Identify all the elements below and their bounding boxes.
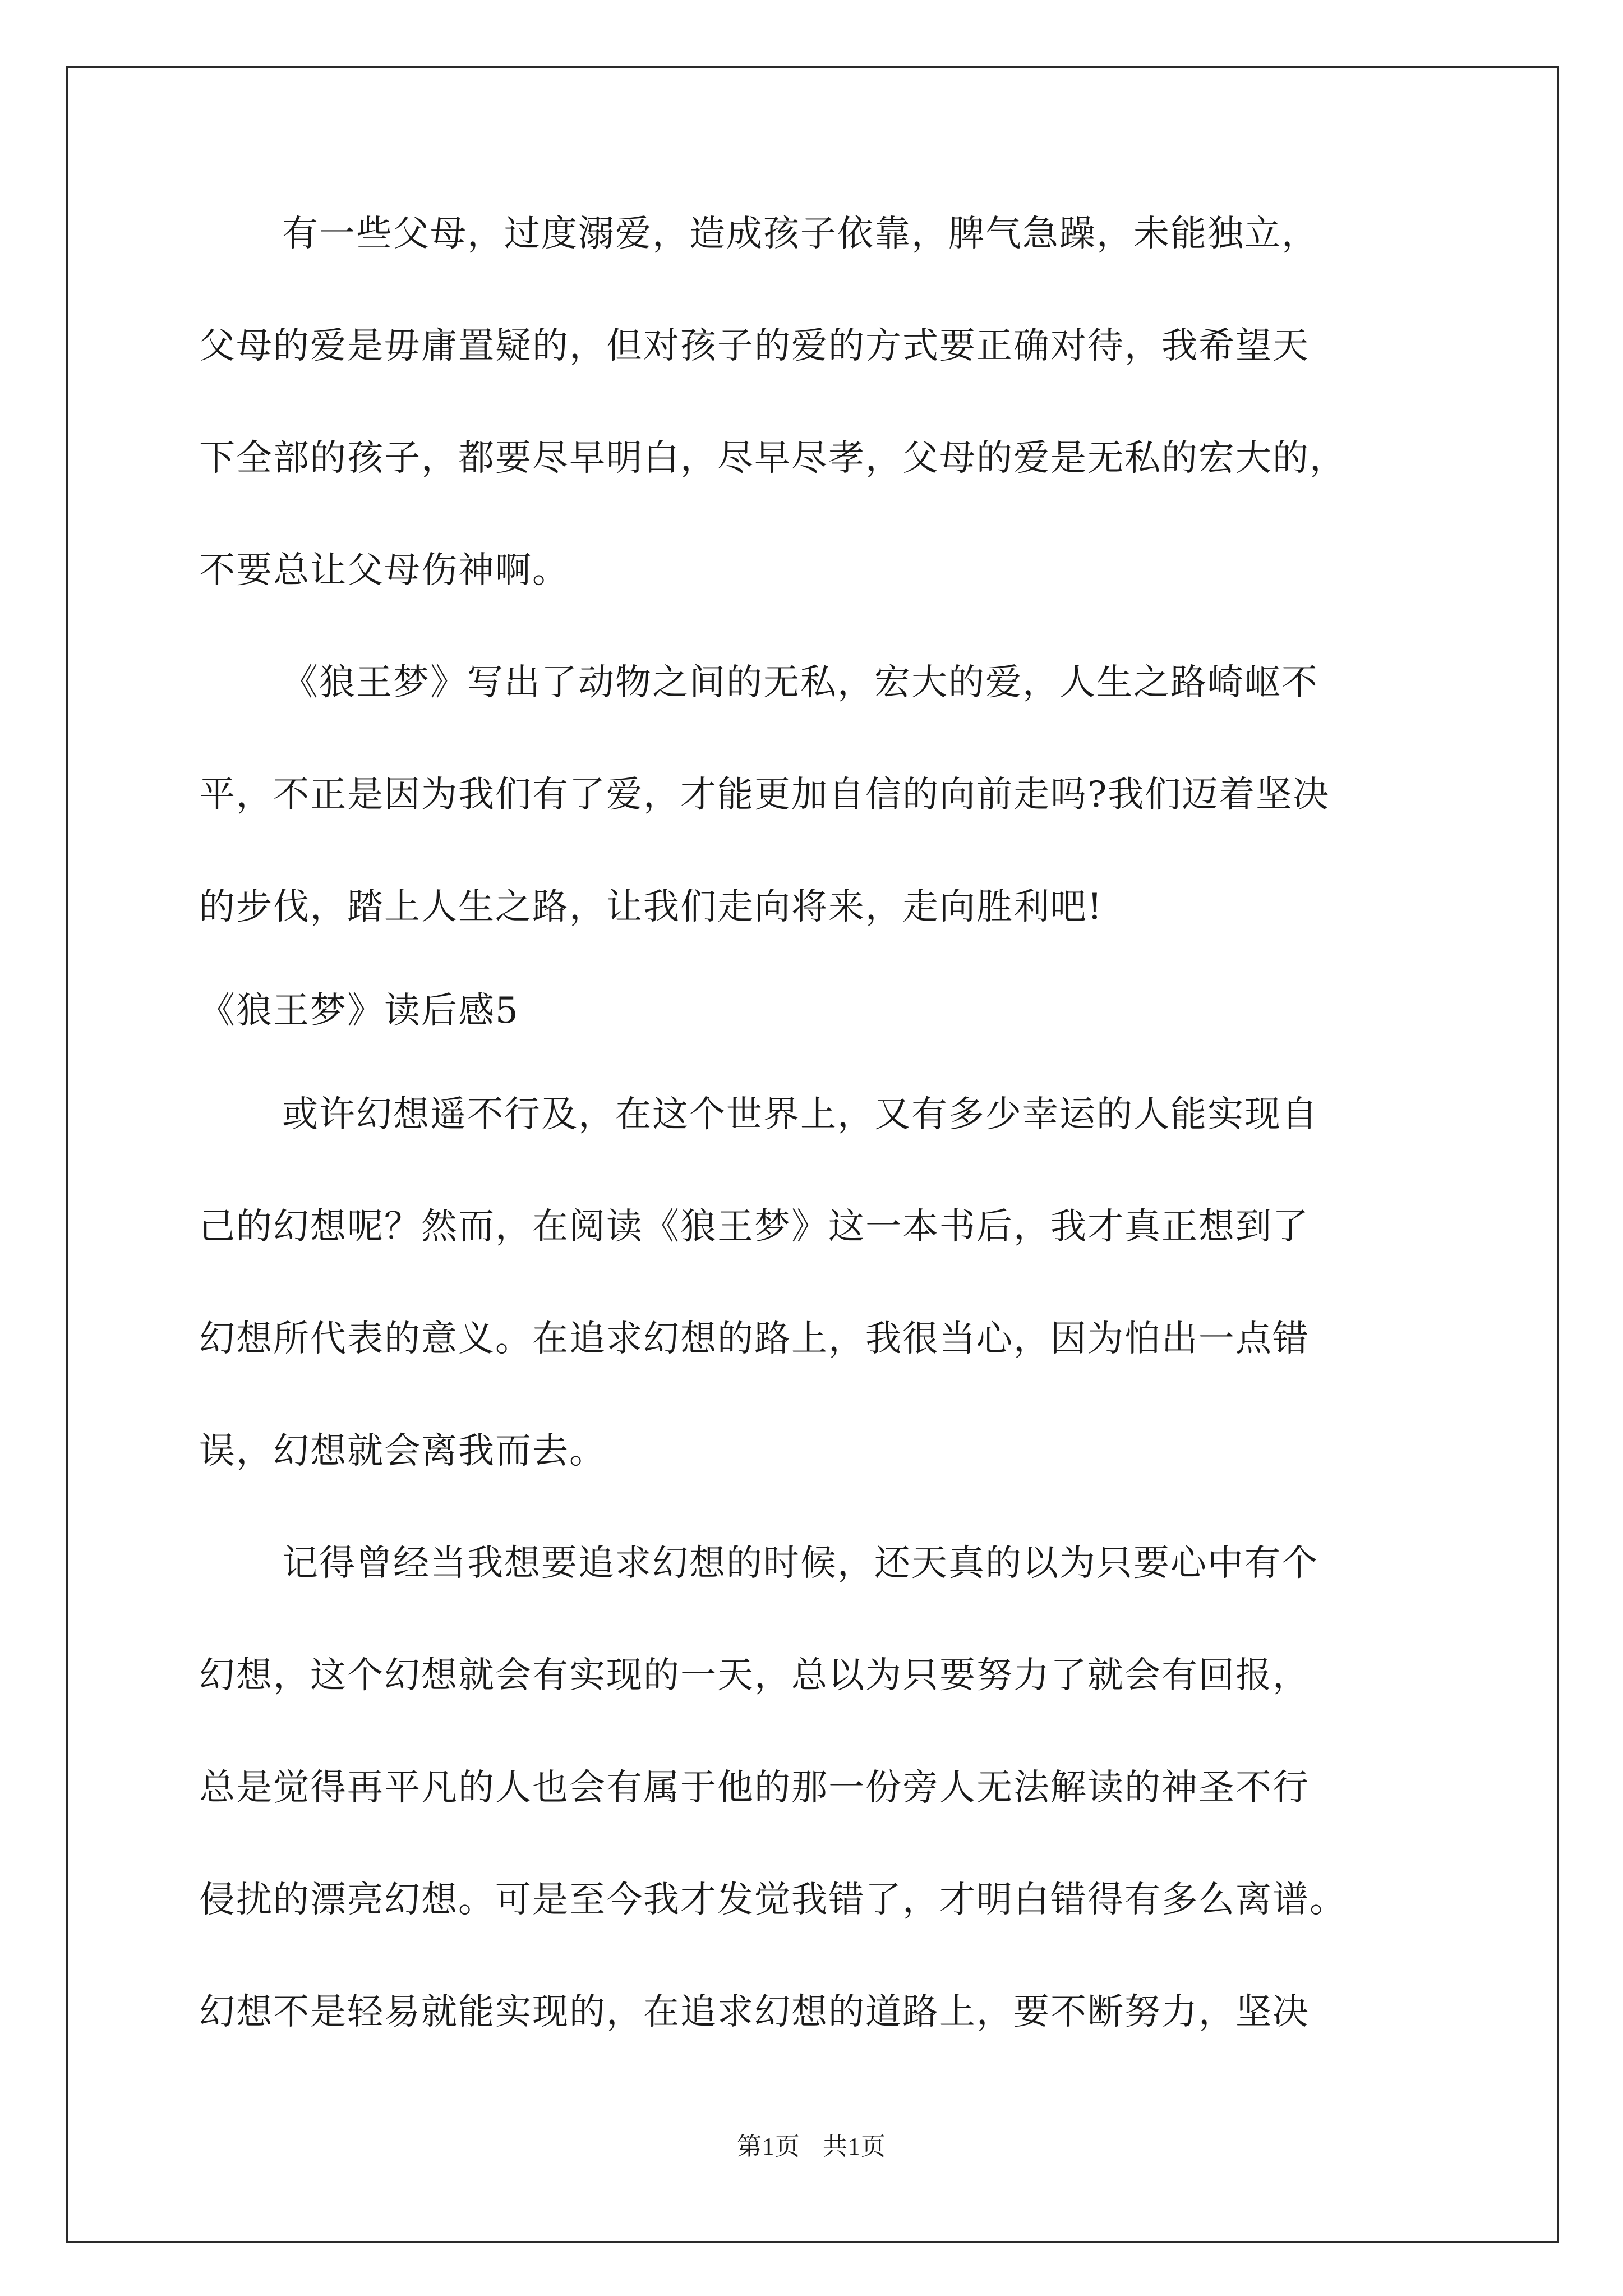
section-heading: 《狼王梦》读后感5 xyxy=(199,990,519,1032)
paragraph-line: 有一些父母，过度溺爱，造成孩子依靠，脾气急躁，未能独立， xyxy=(282,213,1318,255)
paragraph-line: 或许幻想遥不行及，在这个世界上，又有多少幸运的人能实现自 xyxy=(282,1094,1318,1135)
paragraph-line: 侵扰的漂亮幻想。可是至今我才发觉我错了，才明白错得有多么离谱。 xyxy=(199,1879,1347,1921)
page-number: 第1页 xyxy=(737,2133,800,2160)
paragraph-line: 误，幻想就会离我而去。 xyxy=(199,1430,606,1472)
page-footer xyxy=(0,2126,1623,2162)
paragraph-line: 幻想，这个幻想就会有实现的一天，总以为只要努力了就会有回报， xyxy=(199,1655,1310,1696)
paragraph-line: 《狼王梦》写出了动物之间的无私，宏大的爱，人生之路崎岖不 xyxy=(282,662,1318,703)
paragraph-line: 下全部的孩子，都要尽早明白，尽早尽孝，父母的爱是无私的宏大的， xyxy=(199,438,1347,479)
paragraph-line: 己的幻想呢？然而，在阅读《狼王梦》这一本书后，我才真正想到了 xyxy=(199,1206,1310,1248)
paragraph-line: 幻想不是轻易就能实现的，在追求幻想的道路上，要不断努力，坚决 xyxy=(199,1991,1310,2033)
paragraph-line: 总是觉得再平凡的人也会有属于他的那一份旁人无法解读的神圣不行 xyxy=(199,1767,1310,1809)
paragraph-line: 的步伐，踏上人生之路，让我们走向将来，走向胜利吧! xyxy=(199,886,1103,928)
page-total: 共1页 xyxy=(823,2133,886,2160)
paragraph-line: 记得曾经当我想要追求幻想的时候，还天真的以为只要心中有个 xyxy=(282,1543,1318,1584)
paragraph-line: 不要总让父母伤神啊。 xyxy=(199,550,569,591)
paragraph-line: 幻想所代表的意义。在追求幻想的路上，我很当心，因为怕出一点错 xyxy=(199,1318,1310,1360)
paragraph-line: 平，不正是因为我们有了爱，才能更加自信的向前走吗?我们迈着坚决 xyxy=(199,774,1330,816)
paragraph-line: 父母的爱是毋庸置疑的，但对孩子的爱的方式要正确对待，我希望天 xyxy=(199,325,1310,367)
